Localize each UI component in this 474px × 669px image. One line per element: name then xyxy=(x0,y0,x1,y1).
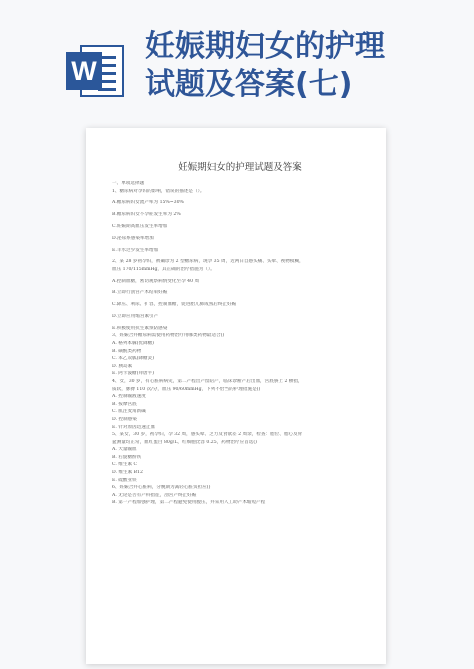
document-line: 3、妊娠合并糖尿病需使用药物治疗用哪类药物最适合() xyxy=(112,333,225,339)
document-line: D. 胰岛素 xyxy=(112,363,133,369)
document-line: D. 控制感染 xyxy=(112,416,137,422)
document-line: A. 无论是否有产科指征，剖宫产终止妊娠 xyxy=(112,492,197,498)
document-line: C.降压、利尿、扩容，控制血糖，促进胎儿肺成熟后终止妊娠 xyxy=(112,302,237,308)
document-line: E.羊水过少发生率增加 xyxy=(112,247,159,253)
document-line: E. 硫酸亚铁 xyxy=(112,477,137,483)
document-line: A. 大量输血 xyxy=(112,447,137,453)
document-line: 5、某女，30 岁，初孕妇，孕 32 周，感头晕、乏力及食欲差 2 周余，检查：胎位、胎心及骨 xyxy=(112,432,303,438)
document-line: C. 维生素 C xyxy=(112,462,138,468)
document-line: A.糖尿病妇女流产率为 15%~30% xyxy=(112,200,184,206)
document-line: 6、妊娠合并心脏病，分娩期为减轻心脏负担应() xyxy=(112,485,211,491)
document-line: A.控制血糖，密切观察病情变化至孕 40 周 xyxy=(112,278,200,284)
header-banner xyxy=(0,0,474,130)
document-line: C. 肌注麦角新碱 xyxy=(112,409,146,415)
document-line: B. 右旋糖酐铁 xyxy=(112,454,142,460)
document-line: C. 苯乙双胍(降糖灵) xyxy=(112,356,155,362)
document-line: D. 维生素 B12 xyxy=(112,470,143,476)
section-heading: 一、单项选择题 xyxy=(112,181,145,186)
document-line: E.积极使用抗生素预防感染 xyxy=(112,325,168,331)
document-line: D.立即应用缩宫素引产 xyxy=(112,314,159,319)
page-title-line-2: 试题及答案(七) xyxy=(145,67,353,102)
document-body xyxy=(112,162,368,506)
document-line: E. 针对原因迅速止血 xyxy=(112,424,156,430)
document-line: 盆测量均正常，血红蛋白 80g/L，红细胞比容 0.25，药物治疗应首选() xyxy=(112,439,257,445)
document-line: C.妊娠期高血压发生率增加 xyxy=(112,223,168,229)
document-line: 血压 170/115mmHg，其正确的治疗措施为（）。 xyxy=(112,266,215,272)
document-line: 1、糖尿病对孕妇的影响，错误的描述是（）。 xyxy=(112,188,205,194)
document-line: B. 第一产程加强护理，第二产程避免使用腹压，并采用人工助产术缩短产程 xyxy=(112,500,266,506)
document-line: A. 控制输液速度 xyxy=(112,394,146,400)
document-line: B.糖尿病妇女不孕症发生率为 2% xyxy=(112,212,181,218)
document-line: B. 磺酰类药物 xyxy=(112,348,142,354)
document-line: 4、女，30 岁，有心脏病病史，第二产程出产留陪产，临床诊断产后出血，宫底脐上 2 横指， xyxy=(112,378,303,384)
document-line: 质软，脉搏 110 次/分，血压 90/60mmHg，下列不恰当的护理措施是() xyxy=(112,386,261,392)
page-title-line-1: 妊娠期妇女的护理 xyxy=(145,29,385,64)
word-document-icon xyxy=(66,45,128,97)
document-line: B.立即行剖宫产术结束妊娠 xyxy=(112,290,168,296)
word-letter-badge: W xyxy=(66,52,102,90)
document-line: E. 阿卡波糖(拜唐平) xyxy=(112,371,155,377)
document-line: A. 格列本脲(优降糖) xyxy=(112,340,154,346)
document-page-preview[interactable] xyxy=(86,128,386,664)
document-title: 妊娠期妇女的护理试题及答案 xyxy=(178,162,302,173)
document-line: 2、某 28 岁初孕妇，被确诊为 2 型糖尿病，现孕 35 周，近两日自感头痛、头晕、视物模糊， xyxy=(112,259,304,265)
document-line: D.泌尿系感染率增加 xyxy=(112,235,154,241)
document-line: B. 按摩宫底 xyxy=(112,401,137,407)
